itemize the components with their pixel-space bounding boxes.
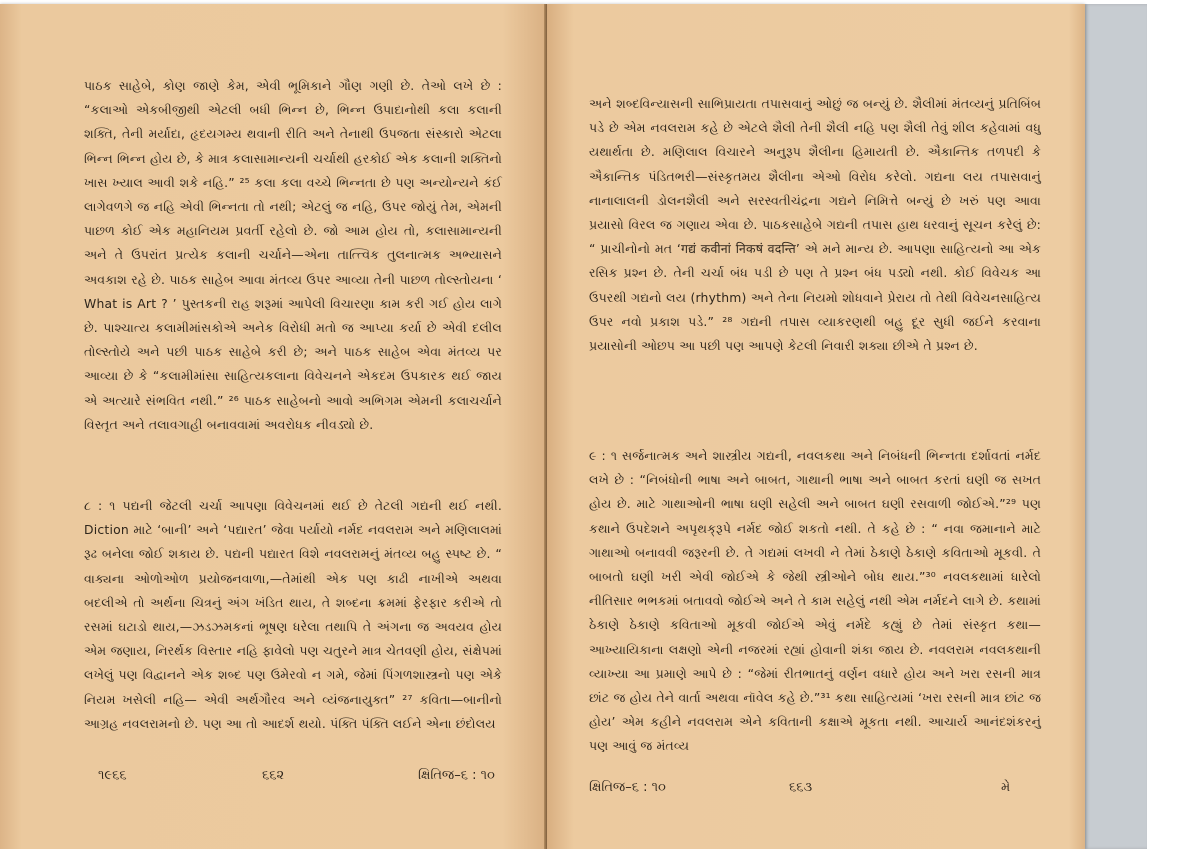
left-footer-year: ૧૯૬૬ [98, 768, 127, 783]
left-paragraph-2: ૮ : ૧ પદ્યની જેટલી ચર્ચા આપણા વિવેચનમાં થઈ છે તેટલી ગદ્યની થઈ નથી. Diction માટે ‘બાની’ અને ‘પદ્યારત’ જેવા પર્યાયો નર્મદ નવલરામ અને મણિલાલમાં રૂઢ બનેલા જોઈ શકાય છે. પદ્યની પદ્યારત વિશે નવલરામનું મંતવ્ય બહુ સ્પષ્ટ છે. “ વાક્યના ઓળોઓળ પ્રયોજનવાળા,—તેમાંથી એક પણ કાઢી નાખીએ અથવા બદલીએ તો અર્થના ચિત્રનું અંગ ખંડિત થાય, તે શબ્દના ક્રમમાં ફેરફાર કરીએ તો રસમાં ઘટાડો થાય,—ઝડઝમકનાં ભૂષણ ધરેલા તથાપિ તે અંગના જ અવયવ હોય એમ જણાય, નિરર્થક વિસ્તાર નહિ ફાવેલો પણ ચતુરને માત્ર ચેતવણી હોય, સંક્ષેપમાં લખેલું પણ વિદ્વાનને એક શબ્દ પણ ઉમેરવો ન ગમે, જેમાં પિંગળશાસ્ત્રનો પણ એકે નિયમ ખસેલી નહિ— એવી અર્થગૌરવ અને વ્યંજનાયુક્ત” ²⁷ કવિતા—બાનીનો આગ્રહ નવલરામનો છે. પણ આ તો આદર્શ થયો. પંક્તિ પંક્તિ લઈને એના છંદોલય [84, 498, 502, 731]
left-footer-journal: ક્ષિતિજ–૬ : ૧૦ [418, 768, 495, 783]
left-page [0, 4, 546, 849]
right-paragraph-2: ૯ : ૧ સર્જનાત્મક અને શાસ્ત્રીય ગદ્યની, નવલકથા અને નિબંધની ભિન્નતા દર્શાવતાં નર્મદ લખે છે : “નિબંધોની ભાષા અને બાબત, ગાથાની ભાષા અને બાબત કરતાં ઘણી જ સખત હોય છે. માટે ગાથાઓની ભાષા ઘણી સહેલી અને બાબત ઘણી રસવાળી જોઈએ.”²⁹ પણ કથાને ઉપદેશને અપૃથક્‌રૂપે નર્મદ જોઈ શકતો નથી. તે કહે છે : “ નવા જમાનાને માટે ગાથાઓ બનાવવી જરૂરની છે. તે ગદ્યમાં લખવી ને તેમાં ઠેકાણે ઠેકાણે કવિતાઓ મૂકવી. તે બાબતો ઘણી ખરી એવી જોઈએ કે જેથી સ્ત્રીઓને બોધ થાય.”³⁰ નવલકથામાં ધારેલો નીતિસાર ભભકમાં બતાવવો જોઈએ અને તે કામ સહેલું નથી એમ નર્મદને લાગે છે. કથામાં ઠેકાણે ઠેકાણે કવિતાઓ મૂકવી જોઈએ એવું નર્મદે કહ્યું છે તેમાં સંસ્કૃત કથા—આખ્યાયિકાના લક્ષણો એની નજરમાં રહ્યાં હોવાની શંકા જાય છે. નવલરામ નવલકથાની વ્યાખ્યા આ પ્રમાણે આપે છે : “જેમાં રીતભાતનું વર્ણન વધારે હોય અને ખરા રસની માત્ર છાંટ જ હોય તેને વાર્તા અથવા નૉવેલ કહે છે.”³¹ કથા સાહિત્યમાં ‘ખરા રસની માત્ર છાંટ જ હોય’ એમ કહીને નવલરામ એને કવિતાની કક્ષાએ મૂકતા નથી. આચાર્ય આનંદશંકરનું પણ આવું જ મંતવ્ય [589, 448, 1041, 754]
left-page-number: ૬૬૨ [262, 768, 285, 783]
background-strip [1085, 0, 1200, 849]
left-paragraph-1: પાઠક સાહેબે, કોણ જાણે કેમ, એવી ભૂમિકાને ગૌણ ગણી છે. તેઓ લખે છે : “કલાઓ એકબીજીથી એટલી બધી ભિન્ન છે, ભિન્ન ઉપાદાનોથી કલા કલાની શક્તિ, તેની મર્યાદા, હૃદયગમ્ય થવાની રીતિ અને તેનાથી ઉપજતા સંસ્કારો એટલા ભિન્ન ભિન્ન હોય છે, કે માત્ર કલાસામાન્યની ચર્ચાથી હરકોઈ એક કલાની શક્તિનો ખાસ ખ્યાલ આવી શકે નહિ.” ²⁵ કલા કલા વચ્ચે ભિન્નતા છે પણ અન્યોન્યને કંઈ લાગેવળગે જ નહિ એવી ભિન્નતા તો નથી; એટલું જ નહિ, ઉપર જોયું તેમ, એમની પાછળ કોઈ એક મહાનિયમ પ્રવર્તી રહેલો છે. જો આમ હોય તો, કલાસામાન્યની અને તે ઉપરાંત પ્રત્યેક કલાની ચર્ચાને—એના તાત્ત્વિક તુલનાત્મક અભ્યાસને અવકાશ રહે છે. પાઠક સાહેબ આવા મંતવ્ય ઉપર આવ્યા તેની પાછળ તોલ્સ્તોયના ‘ What is Art ? ’ પુસ્તકની રાહ શરૂમાં આપેલી વિચારણા કામ કરી ગઈ હોય લાગે છે. પાશ્ચાત્ય કલામીમાંસકોએ અનેક વિરોધી મતો જ આપ્યા કર્યા છે એવી દલીલ તોલ્સ્તોયે અને પછી પાઠક સાહેબે કરી છે; અને પાઠક સાહેબ એવા મંતવ્ય પર આવ્યા છે કે “કલામીમાંસા સાહિત્યકલાના વિવેચનને એકદમ ઉપકારક થઈ જાય એ અત્યારે સંભવિત નથી.” ²⁶ પાઠક સાહેબનો આવો અભિગમ એમની કલાચર્ચાને વિસ્તૃત અને તલાવગાહી બનાવવામાં અવરોધક નીવડ્યો છે. [84, 78, 502, 432]
right-footer-journal: ક્ષિતિજ–૬ : ૧૦ [589, 780, 666, 795]
right-page [547, 4, 1085, 849]
right-paragraph-1: અને શબ્દવિન્યાસની સાભિપ્રાયતા તપાસવાનું ઓછું જ બન્યું છે. શૈલીમાં મંતવ્યનું પ્રતિબિંબ પડે છે એમ નવલરામ કહે છે એટલે શૈલી તેની શૈલી નહિ પણ શૈલી તેવું શીલ કહેવામાં વધુ યથાર્થતા છે. મણિલાલ વિચારને અનુરૂપ શૈલીના હિમાયતી છે. ઐકાન્તિક તળપદી કે ઐકાન્તિક પંડિતભરી—સંસ્કૃતમય શૈલીના એઓ વિરોધ કરેલો. ગદ્યના લય તપાસવાનું નાનાલાલની ડોલનશૈલી અને સરસ્વતીચંદ્રના ગદ્યને નિમિત્તે બન્યું છે ખરું પણ આવા પ્રયાસો વિરલ જ ગણાય એવા છે. પાઠકસાહેબે ગદ્યની તપાસ હાથ ધરવાનું સૂચન કરેલું છે: “ પ્રાચીનોનો મત ‘गद्यं कवीनां निकषं वदन्ति’ એ મને માન્ય છે. આપણા સાહિત્યનો આ એક રસિક પ્રશ્ન છે. તેની ચર્ચા બંધ પડી છે પણ તે પ્રશ્ન બંધ પડ્યો નથી. કોઈ વિવેચક આ ઉપરથી ગદ્યનો લય (rhythm) અને તેના નિયમો શોધવાને પ્રેરાય તો તેથી વિવેચનસાહિત્ય ઉપર નવો પ્રકાશ પડે.” ²⁸ ગદ્યની તપાસ વ્યાકરણથી બહુ દૂર સુધી જઈને કરવાના પ્રયાસોની ઓછપ આ પછી પણ આપણે કેટલી નિવારી શક્યા છીએ તે પ્રશ્ન છે. [589, 96, 1041, 354]
right-page-number: ૬૬૩ [789, 780, 813, 795]
right-footer-mark: મે [1001, 780, 1011, 795]
page-edge-tab [1085, 4, 1147, 849]
